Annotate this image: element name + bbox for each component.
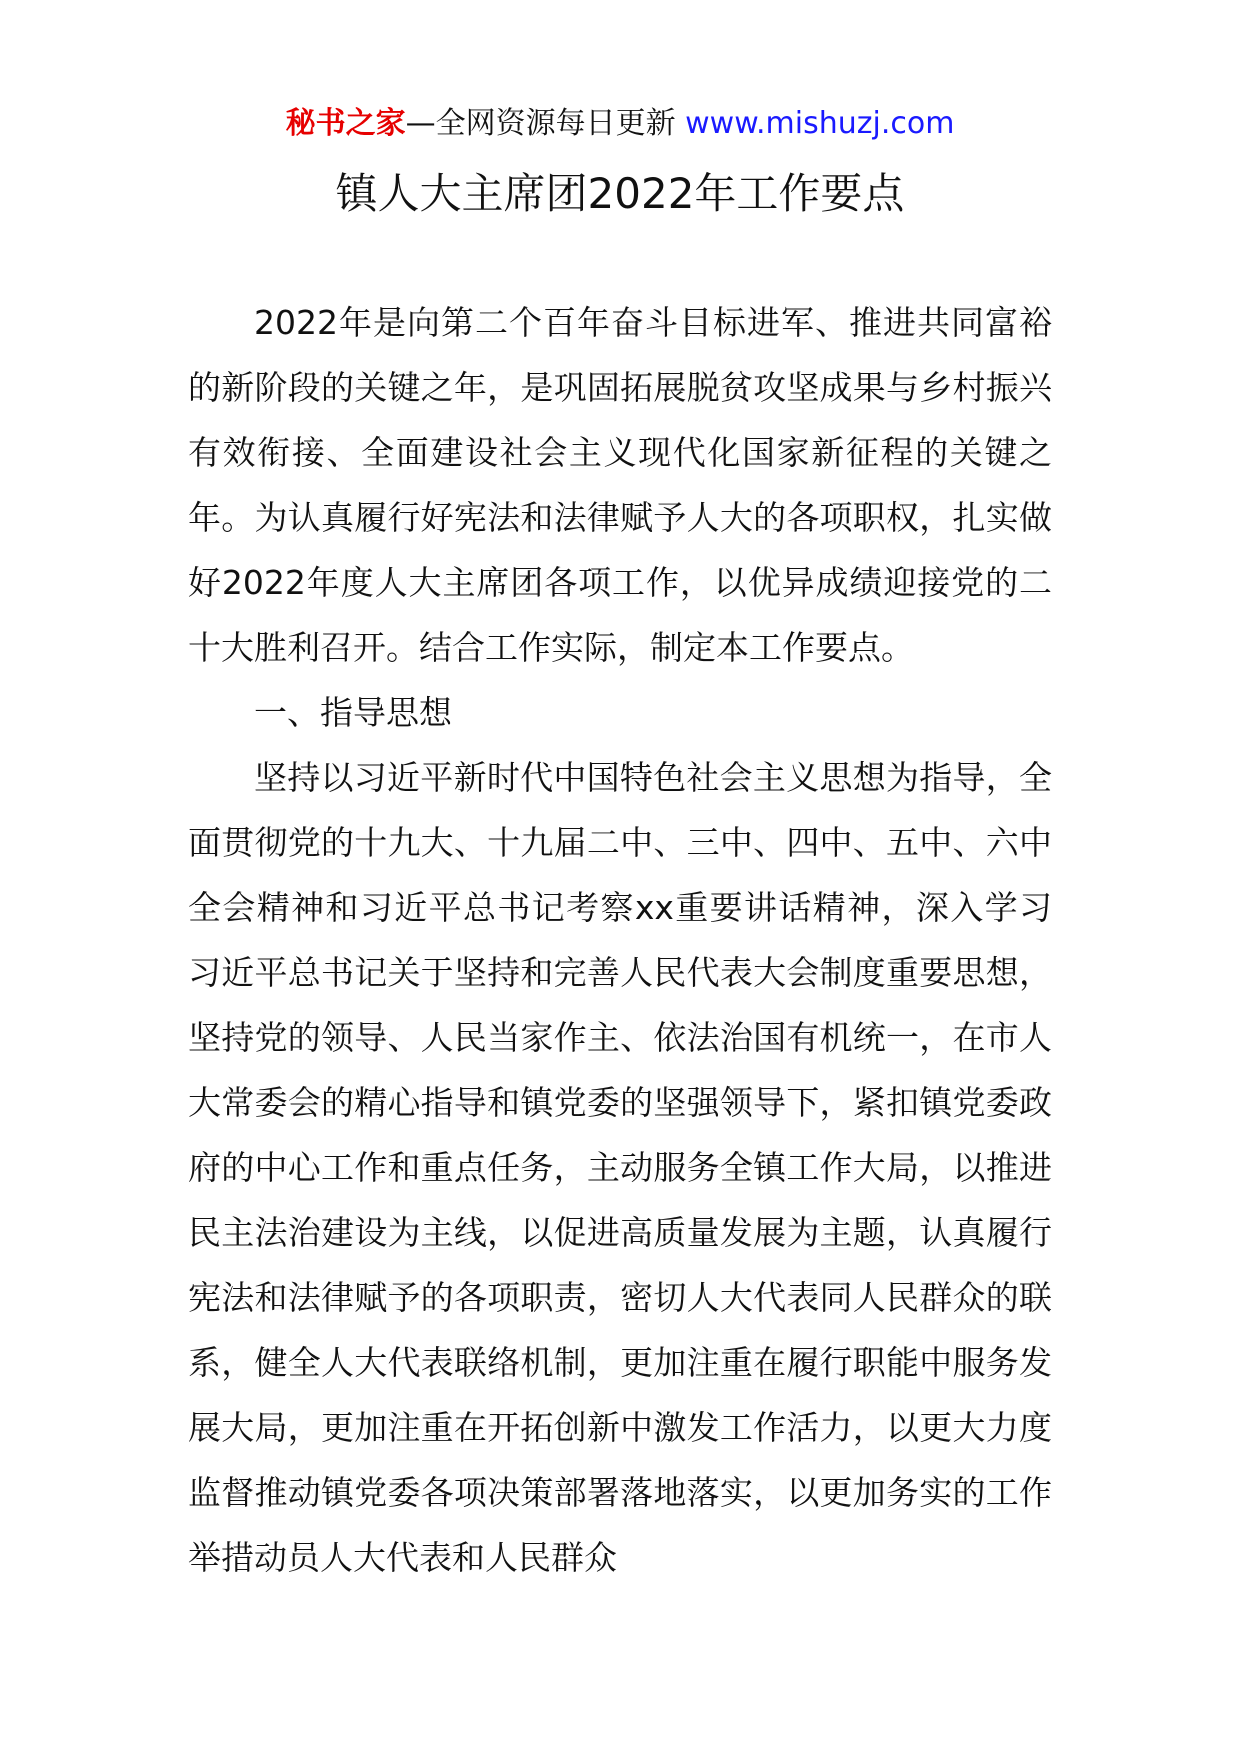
intro-paragraph: 2022年是向第二个百年奋斗目标进军、推进共同富裕的新阶段的关键之年，是巩固拓展脱贫攻坚成果与乡村振兴有效衔接、全面建设社会主义现代化国家新征程的关键之年。为认真履行好宪法和法律赋予人大的各项职权，扎实做好2022年度人大主席团各项工作，以优异成绩迎接党的二十大胜利召开。结合工作实际，制定本工作要点。 xyxy=(188,303,1052,667)
body-paragraph: 坚持以习近平新时代中国特色社会主义思想为指导，全面贯彻党的十九大、十九届二中、三中、四中、五中、六中全会精神和习近平总书记考察xx重要讲话精神，深入学习习近平总书记关于坚持和完善人民代表大会制度重要思想，坚持党的领导、人民当家作主、依法治国有机统一，在市人大常委会的精心指导和镇党委的坚强领导下，紧扣镇党委政府的中心工作和重点任务，主动服务全镇工作大局，以推进民主法治建设为主线，以促进高质量发展为主题，认真履行宪法和法律赋予的各项职责，密切人大代表同人民群众的联系，健全人大代表联络机制，更加注重在履行职能中服务发展大局，更加注重在开拓创新中激发工作活力，以更大力度监督推动镇党委各项决策部署落地落实，以更加务实的工作举措动员人大代表和人民群众 xyxy=(188,758,1052,1577)
section-heading: 一、指导思想 xyxy=(254,693,452,732)
document-title: 镇人大主席团2022年工作要点 xyxy=(335,169,905,218)
header-slogan: —全网资源每日更新 xyxy=(405,106,676,141)
document-body xyxy=(188,290,1052,1590)
site-url-link[interactable]: www.mishuzj.com xyxy=(685,106,955,141)
site-header xyxy=(0,104,1240,144)
brand-name: 秘书之家 xyxy=(285,106,406,141)
